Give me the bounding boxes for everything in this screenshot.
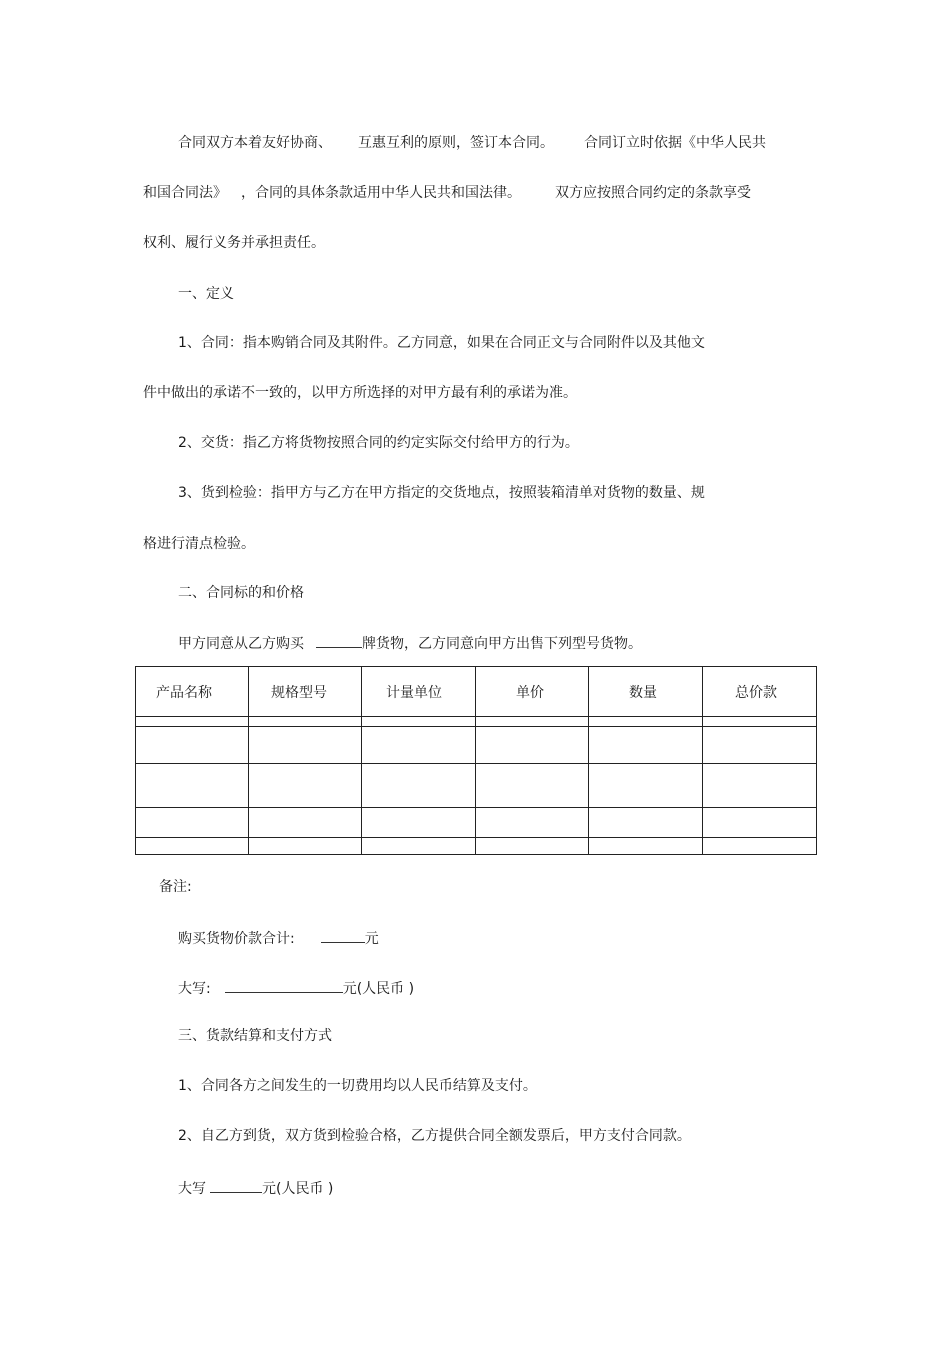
- table-cell: [703, 838, 817, 855]
- section1-item1-line2: 件中做出的承诺不一致的，以甲方所选择的对甲方最有利的承诺为准。: [143, 385, 577, 401]
- header-quantity: 数量: [589, 667, 703, 717]
- daxie-blank: [210, 1178, 262, 1193]
- daxie-blank: [225, 978, 343, 993]
- table-row: [136, 727, 817, 764]
- section1-title: 一、定义: [178, 286, 234, 302]
- section3-item1: 1、合同各方之间发生的一切费用均以人民币结算及支付。: [178, 1078, 537, 1094]
- table-cell: [476, 717, 589, 727]
- table-cell: [136, 808, 249, 838]
- header-unit-price: 单价: [476, 667, 589, 717]
- table-cell: [589, 717, 703, 727]
- intro-text: 合同双方本着友好协商、: [178, 135, 332, 151]
- table-row: [136, 808, 817, 838]
- daxie-line: [178, 978, 414, 998]
- table-row: [136, 764, 817, 808]
- table-cell: [136, 727, 249, 764]
- buy-text: 甲方同意从乙方购买: [178, 636, 304, 652]
- table-cell: [589, 727, 703, 764]
- daxie-unit: 元(人民币 ): [342, 981, 415, 997]
- daxie-label: 大写:: [178, 981, 211, 997]
- table-cell: [362, 808, 476, 838]
- goods-table: [135, 666, 817, 855]
- total-label: 购买货物价款合计:: [178, 931, 295, 947]
- table-cell: [476, 838, 589, 855]
- table-row: [136, 717, 817, 727]
- section3-title: 三、货款结算和支付方式: [178, 1028, 332, 1044]
- table-cell: [476, 727, 589, 764]
- table-cell: [703, 717, 817, 727]
- table-cell: [476, 764, 589, 808]
- header-unit: 计量单位: [362, 667, 476, 717]
- table-cell: [703, 808, 817, 838]
- section2-title: 二、合同标的和价格: [178, 585, 304, 601]
- table-cell: [362, 838, 476, 855]
- section1-item2: 2、交货：指乙方将货物按照合同的约定实际交付给甲方的行为。: [178, 435, 579, 451]
- table-cell: [249, 838, 362, 855]
- table-cell: [362, 764, 476, 808]
- total-line: [178, 928, 379, 948]
- header-product-name: 产品名称: [136, 667, 249, 717]
- table-row: [136, 838, 817, 855]
- section1-item3-line1: 3、货到检验：指甲方与乙方在甲方指定的交货地点，按照装箱清单对货物的数量、规: [178, 485, 705, 501]
- table-cell: [589, 764, 703, 808]
- section2-buy-line: [178, 633, 642, 653]
- table-cell: [476, 808, 589, 838]
- intro-line-2: [143, 184, 751, 202]
- header-total: 总价款: [703, 667, 817, 717]
- intro-text: 互惠互利的原则，签订本合同。: [358, 135, 554, 151]
- intro-text: 和国合同法》: [143, 185, 227, 201]
- total-unit: 元: [364, 931, 379, 947]
- table-cell: [362, 727, 476, 764]
- daxie-unit: 元(人民币 ): [262, 1181, 334, 1197]
- table-cell: [249, 717, 362, 727]
- section1-item1-line1: 1、合同：指本购销合同及其附件。乙方同意，如果在合同正文与合同附件以及其他文: [178, 335, 705, 351]
- intro-text: ，合同的具体条款适用中华人民共和国法律。: [241, 185, 521, 201]
- header-spec-model: 规格型号: [249, 667, 362, 717]
- remark-label: 备注:: [159, 879, 192, 895]
- intro-text: 双方应按照合同约定的条款享受: [555, 185, 751, 201]
- section3-daxie-line: [178, 1178, 333, 1198]
- table-cell: [589, 838, 703, 855]
- table-cell: [703, 727, 817, 764]
- table-cell: [703, 764, 817, 808]
- intro-line-3: 权利、履行义务并承担责任。: [143, 235, 325, 251]
- table-cell: [249, 808, 362, 838]
- table-cell: [136, 764, 249, 808]
- table-cell: [249, 727, 362, 764]
- intro-line-1: [178, 134, 766, 152]
- table-cell: [362, 717, 476, 727]
- brand-blank: [316, 633, 362, 648]
- total-blank: [321, 928, 365, 943]
- table-header-row: [136, 667, 817, 717]
- buy-text: 牌货物，乙方同意向甲方出售下列型号货物。: [362, 636, 642, 652]
- table-cell: [136, 838, 249, 855]
- table-cell: [136, 717, 249, 727]
- daxie-label: 大写: [178, 1181, 206, 1197]
- table-cell: [589, 808, 703, 838]
- section3-item2: 2、自乙方到货，双方货到检验合格，乙方提供合同全额发票后，甲方支付合同款。: [178, 1128, 691, 1144]
- table-cell: [249, 764, 362, 808]
- section1-item3-line2: 格进行清点检验。: [143, 536, 255, 552]
- intro-text: 合同订立时依据《中华人民共: [584, 135, 766, 151]
